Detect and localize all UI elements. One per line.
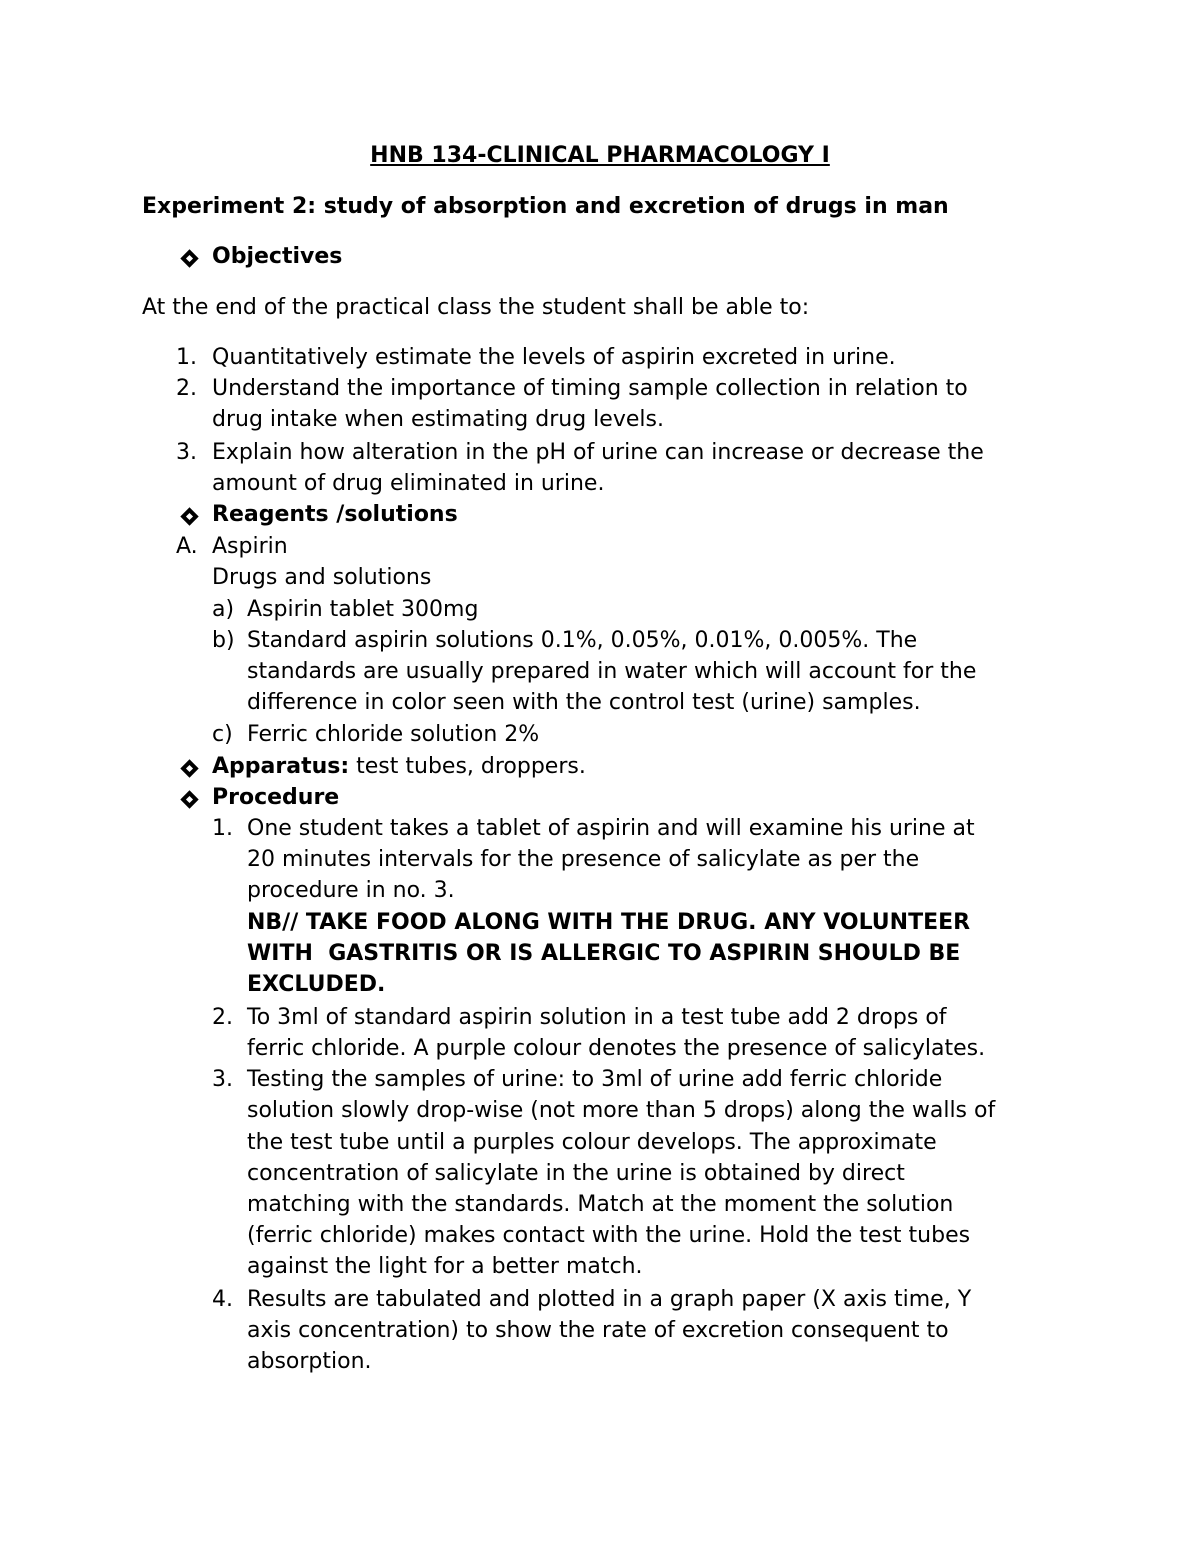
reagent-item-label: c) xyxy=(212,722,233,747)
experiment-title: Experiment 2: study of absorption and excretion of drugs in man xyxy=(142,194,949,219)
objective-line: Understand the importance of timing sample collection in relation to xyxy=(212,376,968,401)
procedure-line: Testing the samples of urine: to 3ml of urine add ferric chloride xyxy=(247,1067,943,1092)
reagents-heading: Reagents /solutions xyxy=(212,502,458,527)
objectives-intro: At the end of the practical class the student shall be able to: xyxy=(142,295,810,320)
reagent-item-label: a) xyxy=(212,597,235,622)
procedure-line: ferric chloride. A purple colour denotes the presence of salicylates. xyxy=(247,1036,986,1061)
reagent-item-line: standards are usually prepared in water which will account for the xyxy=(247,659,977,684)
procedure-number: 4. xyxy=(212,1287,233,1312)
procedure-line: (ferric chloride) makes contact with the urine. Hold the test tubes xyxy=(247,1223,971,1248)
course-title: HNB 134-CLINICAL PHARMACOLOGY I xyxy=(370,143,830,168)
procedure-line: To 3ml of standard aspirin solution in a test tube add 2 drops of xyxy=(247,1005,947,1030)
procedure-line: axis concentration) to show the rate of excretion consequent to xyxy=(247,1318,949,1343)
reagent-item-line: Ferric chloride solution 2% xyxy=(247,722,540,747)
objectives-heading: Objectives xyxy=(212,244,343,269)
objective-number: 2. xyxy=(176,376,197,401)
procedure-line: the test tube until a purples colour develops. The approximate xyxy=(247,1130,937,1155)
apparatus-line xyxy=(212,752,586,782)
reagent-item-line: Standard aspirin solutions 0.1%, 0.05%, 0.01%, 0.005%. The xyxy=(247,628,918,653)
procedure-line: procedure in no. 3. xyxy=(247,878,455,903)
apparatus-heading: Apparatus: xyxy=(212,754,350,779)
reagent-item-line: Aspirin tablet 300mg xyxy=(247,597,479,622)
objective-line: Explain how alteration in the pH of urine can increase or decrease the xyxy=(212,440,984,465)
procedure-line: absorption. xyxy=(247,1349,372,1374)
procedure-note-line: EXCLUDED. xyxy=(247,972,386,997)
apparatus-text: test tubes, droppers. xyxy=(349,754,586,779)
reagent-item-label: b) xyxy=(212,628,235,653)
procedure-line: solution slowly drop-wise (not more than 5 drops) along the walls of xyxy=(247,1098,996,1123)
procedure-line: against the light for a better match. xyxy=(247,1254,643,1279)
objective-number: 3. xyxy=(176,440,197,465)
reagent-a: Aspirin xyxy=(212,534,288,559)
diamond-bullet-icon xyxy=(180,759,198,777)
objective-line: drug intake when estimating drug levels. xyxy=(212,407,664,432)
procedure-number: 2. xyxy=(212,1005,233,1030)
objective-number: 1. xyxy=(176,345,197,370)
procedure-heading: Procedure xyxy=(212,785,340,810)
procedure-line: Results are tabulated and plotted in a graph paper (X axis time, Y xyxy=(247,1287,972,1312)
reagent-a-label: A. xyxy=(176,534,198,559)
reagent-item-line: difference in color seen with the control test (urine) samples. xyxy=(247,690,921,715)
procedure-note-line: NB// TAKE FOOD ALONG WITH THE DRUG. ANY VOLUNTEER xyxy=(247,910,971,935)
procedure-line: One student takes a tablet of aspirin and will examine his urine at xyxy=(247,816,975,841)
procedure-number: 3. xyxy=(212,1067,233,1092)
diamond-bullet-icon xyxy=(180,790,198,808)
diamond-bullet-icon xyxy=(180,507,198,525)
procedure-note-line: WITH GASTRITIS OR IS ALLERGIC TO ASPIRIN SHOULD BE xyxy=(247,941,961,966)
procedure-line: concentration of salicylate in the urine is obtained by direct xyxy=(247,1161,905,1186)
procedure-line: 20 minutes intervals for the presence of salicylate as per the xyxy=(247,847,920,872)
procedure-line: matching with the standards. Match at the moment the solution xyxy=(247,1192,954,1217)
drugs-solutions-label: Drugs and solutions xyxy=(212,565,432,590)
diamond-bullet-icon xyxy=(180,249,198,267)
objective-line: amount of drug eliminated in urine. xyxy=(212,471,605,496)
procedure-number: 1. xyxy=(212,816,233,841)
objective-line: Quantitatively estimate the levels of aspirin excreted in urine. xyxy=(212,345,896,370)
